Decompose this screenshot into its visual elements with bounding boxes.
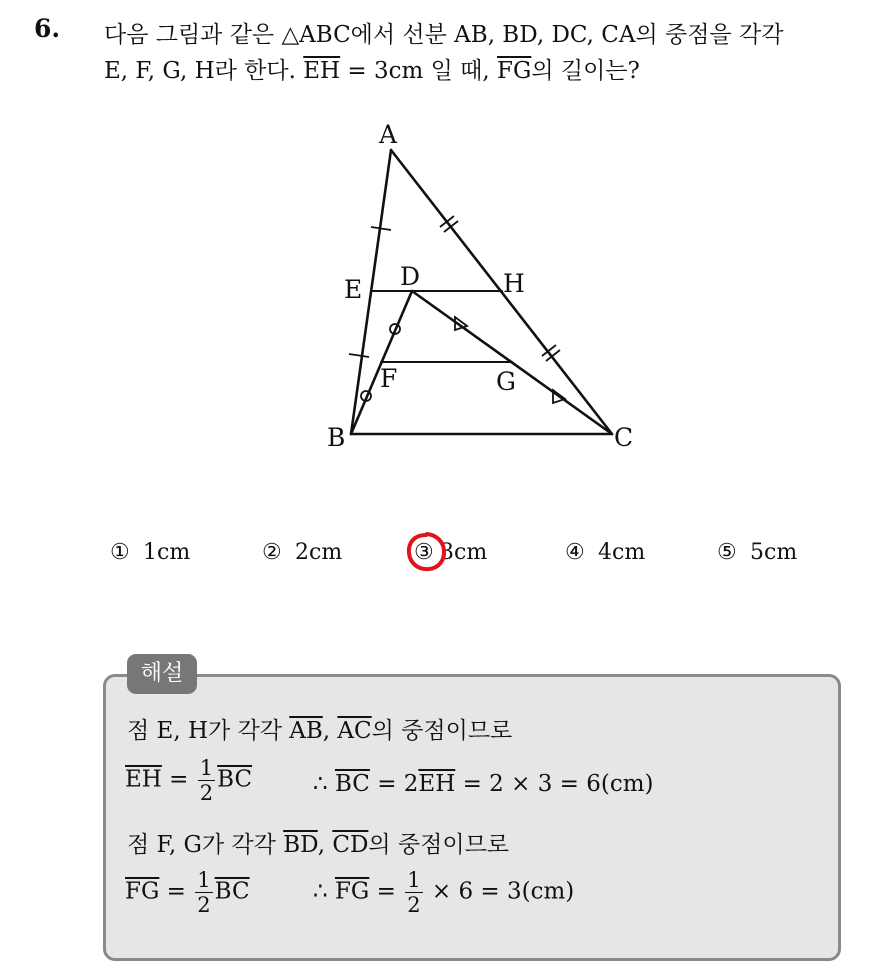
sol4-fraction xyxy=(195,868,212,917)
sol3-pre: 점 F, G가 각각 xyxy=(127,832,284,858)
label-h: H xyxy=(503,269,525,298)
question-text-pre: E, F, G, H라 한다. xyxy=(104,58,304,84)
label-g: G xyxy=(496,367,516,396)
sol4-therefore: ∴ xyxy=(313,878,335,905)
choice-5-number: ⑤ xyxy=(717,540,737,565)
sol1-seg-ac: $\overline{AC}$ xyxy=(337,718,372,744)
label-f: F xyxy=(380,364,398,393)
choice-3-number: ③ xyxy=(414,540,434,565)
choice-4-number: ④ xyxy=(565,540,585,565)
sol1-post: 의 중점이므로 xyxy=(371,718,513,744)
sol4-denominator-2: 2 xyxy=(407,893,421,917)
choice-1-text: 1cm xyxy=(143,540,191,565)
sol3-seg-cd: $\overline{CD}$ xyxy=(332,832,369,858)
sol2-seg-eh: $\overline{EH}$ xyxy=(125,766,162,793)
solution-line-1 xyxy=(127,712,512,745)
sol2-denominator: 2 xyxy=(199,781,214,805)
sol4-eq2: = xyxy=(369,878,404,905)
sol2-seg-bc: $\overline{BC}$ xyxy=(217,766,253,793)
choice-5-text: 5cm xyxy=(750,540,798,565)
sol4-eq: = xyxy=(159,878,194,905)
question-text-line1: 다음 그림과 같은 △ABC에서 선분 AB, BD, DC, CA의 중점을 각각 xyxy=(104,22,784,48)
choice-2-number: ② xyxy=(262,540,282,565)
label-c: C xyxy=(614,423,634,452)
sol2-seg-eh-2: $\overline{EH}$ xyxy=(418,771,456,797)
choice-5[interactable] xyxy=(717,540,797,565)
sol3-seg-bd: $\overline{BD}$ xyxy=(283,832,318,858)
sol4-numerator-2: 1 xyxy=(407,868,421,892)
sol4-seg-bc: $\overline{BC}$ xyxy=(214,878,250,905)
label-d: D xyxy=(400,262,421,291)
sol2-numerator: 1 xyxy=(199,756,214,780)
choice-2[interactable] xyxy=(262,540,342,565)
sol2-mid: = 2 xyxy=(369,771,419,797)
label-b: B xyxy=(327,423,346,452)
solution-line-3 xyxy=(127,826,509,859)
sol2-therefore: ∴ xyxy=(313,771,335,797)
sol1-seg-ab: $\overline{AB}$ xyxy=(289,718,323,744)
segment-fg: $\overline{FG}$ xyxy=(497,58,532,84)
sol4-numerator: 1 xyxy=(197,868,211,892)
choice-2-text: 2cm xyxy=(295,540,343,565)
solution-line-2-conclusion xyxy=(313,771,654,797)
sol2-fraction xyxy=(198,756,215,805)
sol1-sep: , xyxy=(322,718,338,744)
question-text-post: 의 길이는? xyxy=(531,58,640,84)
sol3-sep: , xyxy=(317,832,333,858)
solution-line-4-conclusion xyxy=(313,868,574,917)
tick-eb xyxy=(349,354,369,357)
choice-4-text: 4cm xyxy=(598,540,646,565)
sol2-eq: = xyxy=(161,766,196,793)
segment-eh: $\overline{EH}$ xyxy=(303,58,341,84)
sol2-seg-bc-2: $\overline{BC}$ xyxy=(334,771,370,797)
sol3-post: 의 중점이므로 xyxy=(368,832,510,858)
choice-1[interactable] xyxy=(110,540,190,565)
label-a: A xyxy=(379,120,398,149)
sol4-seg-fg-2: $\overline{FG}$ xyxy=(334,878,370,905)
choice-1-number: ① xyxy=(110,540,130,565)
sol4-denominator: 2 xyxy=(197,893,211,917)
choice-4[interactable] xyxy=(565,540,645,565)
sol4-tail: × 6 = 3(cm) xyxy=(424,878,575,905)
question-text-mid: = 3cm 일 때, xyxy=(340,58,497,84)
solution-line-2 xyxy=(125,756,252,805)
sol1-pre: 점 E, H가 각각 xyxy=(127,718,290,744)
choice-3-text: 3cm xyxy=(440,540,488,565)
label-e: E xyxy=(344,275,363,304)
answer-circle-mark xyxy=(404,530,448,574)
solution-tag: 해설 xyxy=(127,654,197,694)
sol4-seg-fg: $\overline{FG}$ xyxy=(125,878,160,905)
question-number: 6. xyxy=(34,14,61,43)
solution-line-4 xyxy=(125,868,250,917)
sol4-fraction-2 xyxy=(405,868,422,917)
sol2-tail: = 2 × 3 = 6(cm) xyxy=(455,771,654,797)
